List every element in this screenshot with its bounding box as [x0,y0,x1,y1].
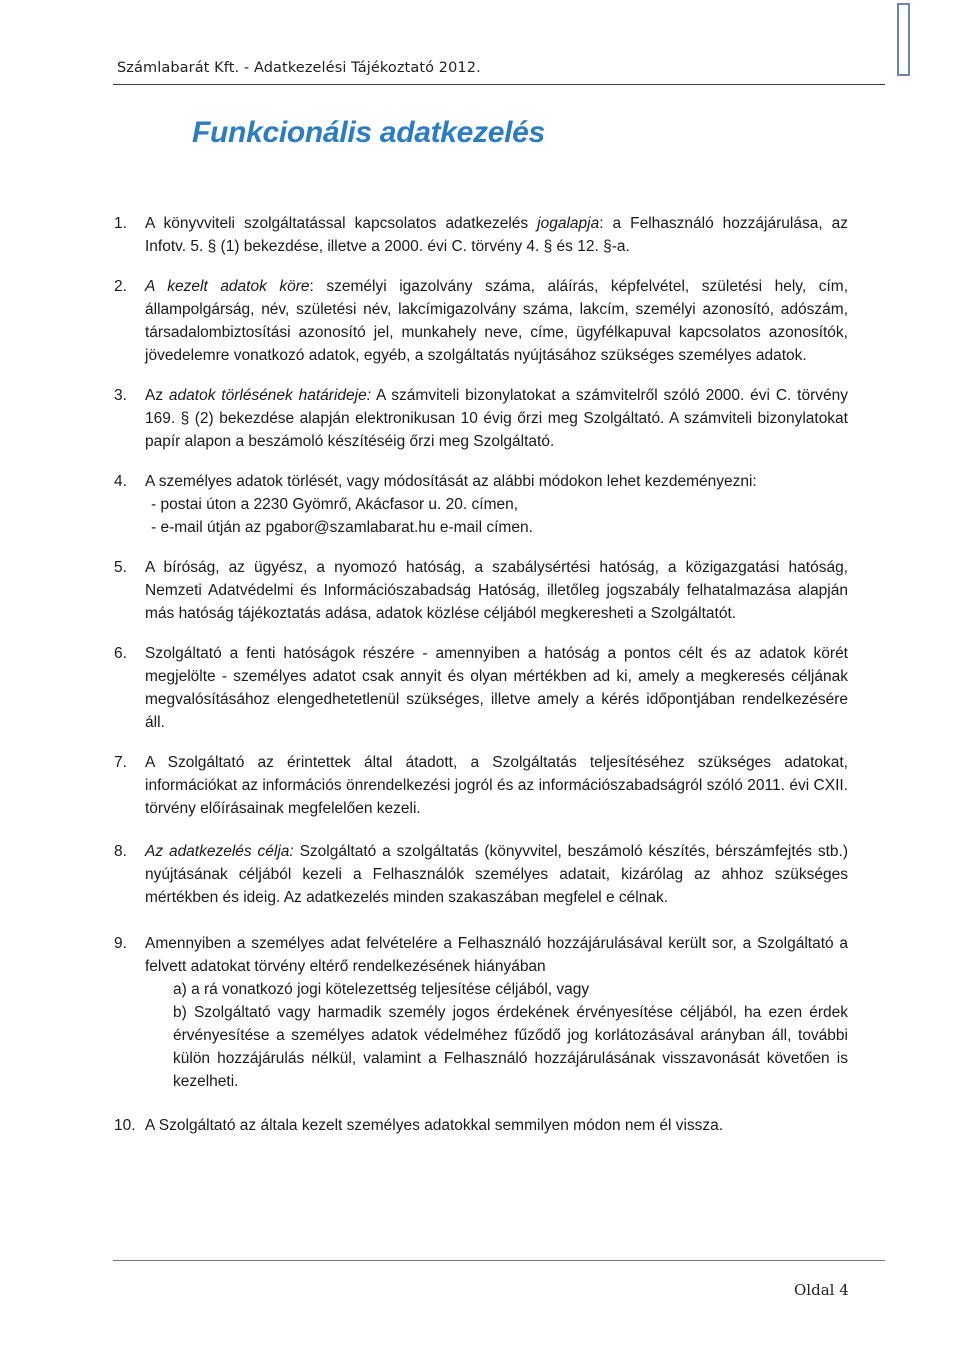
item-number: 6. [114,645,127,662]
dash-bullet: - e-mail útján az pgabor@szamlabarat.hu e-mail címen. [151,519,533,536]
item-number: 9. [114,935,127,952]
item-number: 7. [114,754,127,771]
item-text: A bíróság, az ügyész, a nyomozó hatóság, a szabálysértési hatóság, a közigazgatási hatóság, Nemzeti Adatvédelmi és Információszabadság Hatóság, illetőleg jogszabály felhatalmazása alapján más hatóság tájékoztatás adása, adatok közlése céljából megkeresheti a Szolgáltatót. [145,559,848,622]
list-item [114,751,848,820]
item-number: 10. [114,1117,136,1134]
sub-item-a: a) a rá vonatkozó jogi kötelezettség teljesítése céljából, vagy [173,981,590,998]
list-item [114,384,848,453]
item-text: Az adatkezelés célja: Szolgáltató a szolgáltatás (könyvvitel, beszámoló készítés, bérszámfejtés stb.) nyújtásának céljából kezeli a Felhasználók személyes adatait, kizárólag az ahhoz szükséges mértékben és ideig. Az adatkezelés minden szakaszában megfelel e célnak. [145,843,848,906]
sub-item-b: b) Szolgáltató vagy harmadik személy jogos érdekének érvényesítése céljából, ha ezen érdek érvényesítése a személyes adatok védelméhez fűződő jog korlátozásával arányban áll, további külön hozzájárulás nélkül, valamint a Felhasználó hozzájárulásának visszavonását követően is kezelheti. [173,1004,848,1090]
list-item [114,212,848,258]
header-accent-bar [897,3,910,76]
section-title: Funkcionális adatkezelés [192,116,545,149]
item-number: 8. [114,843,127,860]
dash-bullet: - postai úton a 2230 Gyömrő, Akácfasor u. 20. címen, [151,496,519,513]
item-number: 5. [114,559,127,576]
list-item [114,840,848,909]
item-text: Az adatok törlésének határideje: A számviteli bizonylatokat a számvitelről szóló 2000. évi C. törvény 169. § (2) bekezdése alapján elektronikusan 10 évig őrzi meg Szolgáltató. A számviteli bizonylatokat papír alapon a beszámoló készítéséig őrzi meg Szolgáltató. [145,387,848,450]
item-number: 4. [114,473,127,490]
running-header: Számlabarát Kft. - Adatkezelési Tájékoztató 2012. [117,60,481,76]
header-divider [113,84,885,85]
item-text: A Szolgáltató az általa kezelt személyes adatokkal semmilyen módon nem él vissza. [145,1117,724,1134]
item-text: A kezelt adatok köre: személyi igazolvány száma, aláírás, képfelvétel, születési hely, cím, állampolgárság, név, születési név, lakcímigazolvány száma, lakcím, személyi azonosító, adószám, társadalombiztosítási azonosító jel, munkahely neve, címe, ügyfélkapuval kapcsolatos azonosítók, jövedelemre vonatkozó adatok, egyéb, a szolgáltatás nyújtásához szükséges személyes adatok. [145,278,848,364]
list-item [114,1114,848,1137]
item-text: A Szolgáltató az érintettek által átadott, a Szolgáltatás teljesítéséhez szükséges adatokat, információkat az információs önrendelkezési jogról és az információszabadságról szóló 2011. évi CXII. törvény előírásainak megfelelően kezeli. [145,754,848,817]
item-number: 2. [114,278,127,295]
page-number: Oldal 4 [794,1281,849,1299]
list-item [114,932,848,1093]
numbered-list [114,212,848,1137]
list-item [114,470,848,539]
list-item [114,642,848,734]
item-text: A könyvviteli szolgáltatással kapcsolatos adatkezelés jogalapja: a Felhasználó hozzájárulása, az Infotv. 5. § (1) bekezdése, illetve a 2000. évi C. törvény 4. § és 12. §-a. [145,215,848,255]
footer-divider [113,1260,885,1261]
item-number: 3. [114,387,127,404]
item-text: Amennyiben a személyes adat felvételére a Felhasználó hozzájárulásával került sor, a Szolgáltató a felvett adatokat törvény eltérő rendelkezésének hiányában [145,935,848,975]
list-item [114,275,848,367]
item-number: 1. [114,215,127,232]
item-text: Szolgáltató a fenti hatóságok részére - amennyiben a hatóság a pontos célt és az adatok körét megjelölte - személyes adatot csak annyit és olyan mértékben ad ki, amely a megkeresés céljának megvalósításához elengedhetetlenül szükséges, illetve amely a kérés időpontjában rendelkezésére áll. [145,645,848,731]
item-text: A személyes adatok törlését, vagy módosítását az alábbi módokon lehet kezdeményezni: [145,473,757,490]
list-item [114,556,848,625]
